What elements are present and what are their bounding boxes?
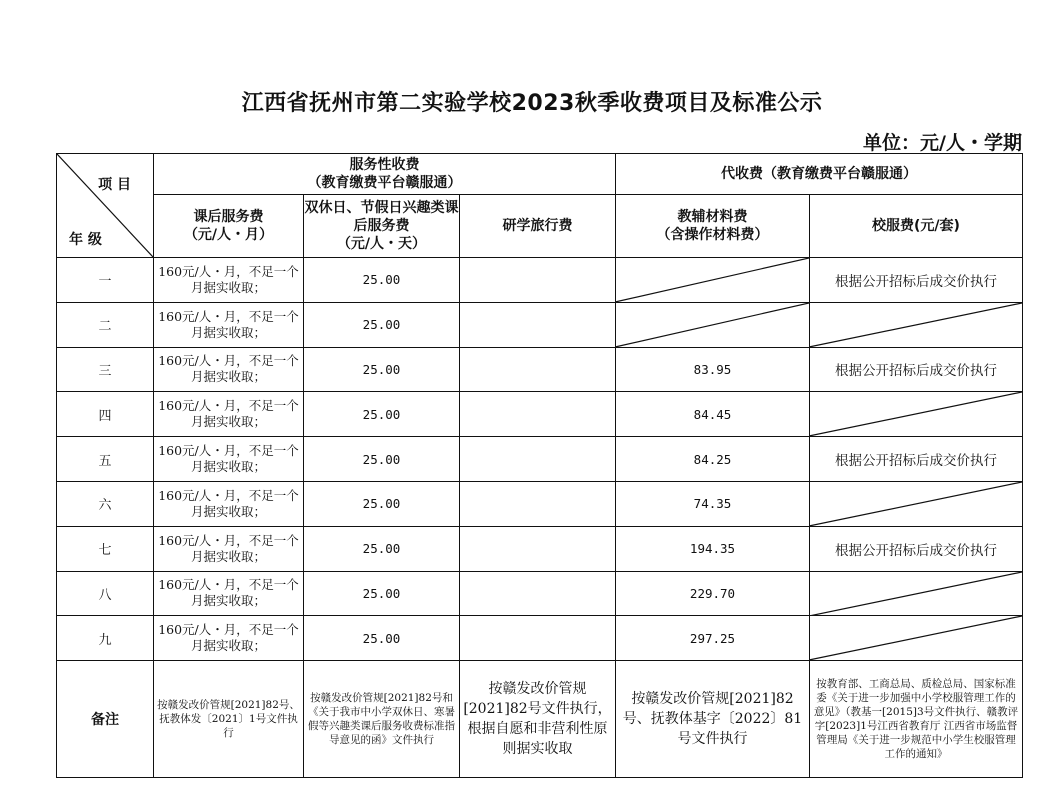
study-tour-cell xyxy=(460,437,616,482)
service-group-sub: （教育缴费平台赣服通） xyxy=(307,175,462,191)
weekend-title: 双休日、节假日兴趣类课后服务费 xyxy=(304,200,459,234)
uniform-cell xyxy=(810,526,1023,571)
after-school-unit: （元/人・月） xyxy=(183,227,274,243)
study-tour-cell xyxy=(460,258,616,303)
study-tour-cell xyxy=(460,571,616,616)
grade-cell: 九 xyxy=(57,616,154,661)
empty-cell-diagonal xyxy=(616,258,809,302)
grade-cell: 一 xyxy=(57,258,154,303)
after-school-cell: 160元/人・月，不足一个月据实收取； xyxy=(154,437,304,482)
header-uniform: 校服费(元/套) xyxy=(810,195,1023,258)
table-row xyxy=(57,481,1023,526)
materials-value: 194.35 xyxy=(689,541,736,557)
header-materials xyxy=(616,195,810,258)
table-row xyxy=(57,571,1023,616)
uniform-value: 根据公开招标后成交价执行 xyxy=(835,363,997,380)
header-item-label: 项 目 xyxy=(98,177,131,193)
weekend-fee-cell: 25.00 xyxy=(304,571,460,616)
grade-cell: 二 xyxy=(57,302,154,347)
uniform-value: 根据公开招标后成交价执行 xyxy=(835,453,997,470)
materials-cell xyxy=(616,258,810,303)
weekend-unit: （元/人・天） xyxy=(336,236,427,252)
after-school-cell: 160元/人・月，不足一个月据实收取； xyxy=(154,302,304,347)
header-corner xyxy=(57,154,154,258)
after-school-cell: 160元/人・月，不足一个月据实收取； xyxy=(154,392,304,437)
weekend-fee-cell: 25.00 xyxy=(304,302,460,347)
uniform-cell xyxy=(810,392,1023,437)
empty-cell-diagonal xyxy=(810,572,1022,616)
table-row xyxy=(57,437,1023,482)
uniform-cell xyxy=(810,258,1023,303)
grade-cell: 五 xyxy=(57,437,154,482)
materials-cell xyxy=(616,392,810,437)
after-school-cell: 160元/人・月，不足一个月据实收取； xyxy=(154,571,304,616)
study-tour-cell xyxy=(460,302,616,347)
materials-cell xyxy=(616,437,810,482)
materials-value: 83.95 xyxy=(693,361,732,377)
study-tour-cell xyxy=(460,347,616,392)
notes-label: 备注 xyxy=(57,661,154,778)
notes-after-school: 按赣发改价管规[2021]82号、抚教体发〔2021〕1号文件执行 xyxy=(154,661,304,778)
uniform-cell xyxy=(810,437,1023,482)
notes-study-tour: 按赣发改价管规[2021]82号文件执行，根据自愿和非营利性原则据实收取 xyxy=(460,661,616,778)
grade-cell: 四 xyxy=(57,392,154,437)
header-agency-group: 代收费（教育缴费平台赣服通） xyxy=(616,154,1023,195)
weekend-fee-cell: 25.00 xyxy=(304,437,460,482)
after-school-cell: 160元/人・月，不足一个月据实收取； xyxy=(154,258,304,303)
after-school-title: 课后服务费 xyxy=(193,209,264,225)
materials-cell xyxy=(616,481,810,526)
uniform-cell xyxy=(810,616,1023,661)
study-tour-cell xyxy=(460,392,616,437)
study-tour-cell xyxy=(460,526,616,571)
uniform-value: 根据公开招标后成交价执行 xyxy=(835,273,997,290)
header-weekend xyxy=(304,195,460,258)
materials-cell xyxy=(616,526,810,571)
grade-cell: 六 xyxy=(57,481,154,526)
empty-cell-diagonal xyxy=(810,303,1022,347)
study-tour-cell xyxy=(460,481,616,526)
grade-cell: 七 xyxy=(57,526,154,571)
after-school-cell: 160元/人・月，不足一个月据实收取； xyxy=(154,481,304,526)
uniform-cell xyxy=(810,347,1023,392)
header-grade-label: 年 级 xyxy=(69,232,102,248)
table-row xyxy=(57,258,1023,303)
table-row xyxy=(57,392,1023,437)
materials-cell xyxy=(616,616,810,661)
uniform-value: 根据公开招标后成交价执行 xyxy=(835,542,997,559)
header-after-school xyxy=(154,195,304,258)
materials-value: 84.25 xyxy=(693,451,732,467)
grade-cell: 三 xyxy=(57,347,154,392)
uniform-cell xyxy=(810,571,1023,616)
weekend-fee-cell: 25.00 xyxy=(304,526,460,571)
weekend-fee-cell: 25.00 xyxy=(304,347,460,392)
fee-table xyxy=(56,153,1023,778)
unit-label: 单位：元/人・学期 xyxy=(863,132,1022,154)
uniform-cell xyxy=(810,302,1023,347)
after-school-cell: 160元/人・月，不足一个月据实收取； xyxy=(154,526,304,571)
service-group-title: 服务性收费 xyxy=(349,157,420,173)
materials-title: 教辅材料费 xyxy=(677,209,748,225)
page-title: 江西省抚州市第二实验学校2023秋季收费项目及标准公示 xyxy=(241,91,823,116)
after-school-cell: 160元/人・月，不足一个月据实收取； xyxy=(154,616,304,661)
empty-cell-diagonal xyxy=(810,482,1022,526)
notes-materials: 按赣发改价管规[2021]82号、抚教体基字〔2022〕81号文件执行 xyxy=(616,661,810,778)
weekend-fee-cell: 25.00 xyxy=(304,392,460,437)
weekend-fee-cell: 25.00 xyxy=(304,481,460,526)
materials-cell xyxy=(616,347,810,392)
table-row xyxy=(57,526,1023,571)
after-school-cell: 160元/人・月，不足一个月据实收取； xyxy=(154,347,304,392)
materials-value: 297.25 xyxy=(689,630,736,646)
grade-cell: 八 xyxy=(57,571,154,616)
notes-weekend: 按赣发改价管规[2021]82号和《关于我市中小学双休日、寒暑假等兴趣类课后服务收费标准指导意见的函》文件执行 xyxy=(304,661,460,778)
materials-cell xyxy=(616,571,810,616)
table-row xyxy=(57,347,1023,392)
table-row xyxy=(57,302,1023,347)
study-tour-cell xyxy=(460,616,616,661)
table-row xyxy=(57,616,1023,661)
materials-sub: （含操作材料费） xyxy=(656,227,769,243)
materials-value: 229.70 xyxy=(689,585,736,601)
materials-value: 84.45 xyxy=(693,406,732,422)
notes-uniform: 按教育部、工商总局、质检总局、国家标准委《关于进一步加强中小学校服管理工作的意见》（教基一[2015]3号文件执行、赣教评字[2023]1号江西省教育厅 江西省市场监督管理局《关于进一步规范中小学生校服管理工作的通知》 xyxy=(810,661,1023,778)
empty-cell-diagonal xyxy=(810,616,1022,660)
weekend-fee-cell: 25.00 xyxy=(304,616,460,661)
empty-cell-diagonal xyxy=(810,392,1022,436)
notes-row xyxy=(57,661,1023,778)
header-study-tour: 研学旅行费 xyxy=(460,195,616,258)
empty-cell-diagonal xyxy=(616,303,809,347)
materials-cell xyxy=(616,302,810,347)
uniform-cell xyxy=(810,481,1023,526)
materials-value: 74.35 xyxy=(693,496,732,512)
header-service-group xyxy=(154,154,616,195)
weekend-fee-cell: 25.00 xyxy=(304,258,460,303)
